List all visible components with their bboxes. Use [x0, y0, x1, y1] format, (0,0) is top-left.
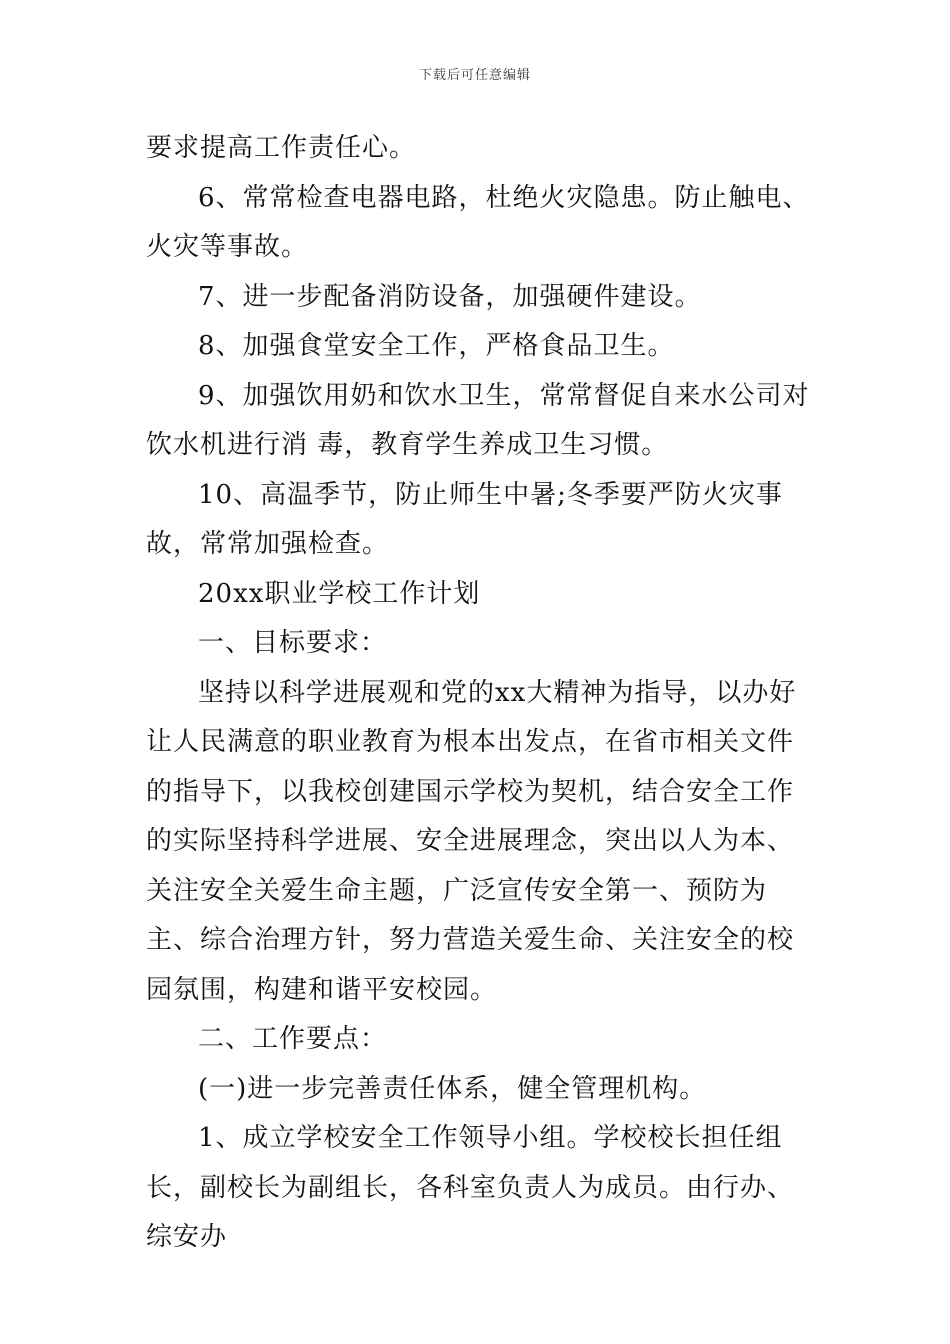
section-title: 20xx职业学校工作计划	[198, 578, 481, 609]
page-header: 下载后可任意编辑	[418, 68, 531, 83]
paragraph-continuation: 要求提高工作责任心。	[146, 133, 417, 163]
paragraph-item-9: 9、加强饮用奶和饮水卫生，常常督促自来水公司对饮水机进行消 毒，教育学生养成卫生习惯。	[146, 380, 810, 460]
paragraph-item-8: 8、加强食堂安全工作，严格食品卫生。	[198, 331, 675, 361]
paragraph-item-10: 10、高温季节，防止师生中暑;冬季要严防火灾事故，常常加强检查。	[146, 479, 783, 559]
document-body	[146, 124, 810, 1263]
subheading-responsibility: (一)进一步完善责任体系，健全管理机构。	[198, 1073, 707, 1104]
paragraph-goals-body: 坚持以科学进展观和党的xx大精神为指导，以办好让人民满意的职业教育为根本出发点，在省市相关文件的指导下，以我校创建国示学校为契机，结合安全工作的实际坚持科学进展、安全进展理念，突出以人为本、关注安全关爱生命主题，广泛宣传安全第一、预防为主、综合治理方针，努力营造关爱生命、关注安全的校园氛围，构建和谐平安校园。	[146, 677, 797, 1005]
heading-key-points: 二、工作要点：	[198, 1024, 388, 1054]
paragraph-item-1: 1、成立学校安全工作领导小组。学校校长担任组长，副校长为副组长，各科室负责人为成员。由行办、综安办	[146, 1123, 795, 1252]
paragraph-item-7: 7、进一步配备消防设备，加强硬件建设。	[198, 281, 702, 312]
paragraph-item-6: 6、常常检查电器电路，杜绝火灾隐患。防止触电、火灾等事故。	[146, 182, 810, 262]
heading-goals: 一、目标要求：	[198, 628, 388, 658]
